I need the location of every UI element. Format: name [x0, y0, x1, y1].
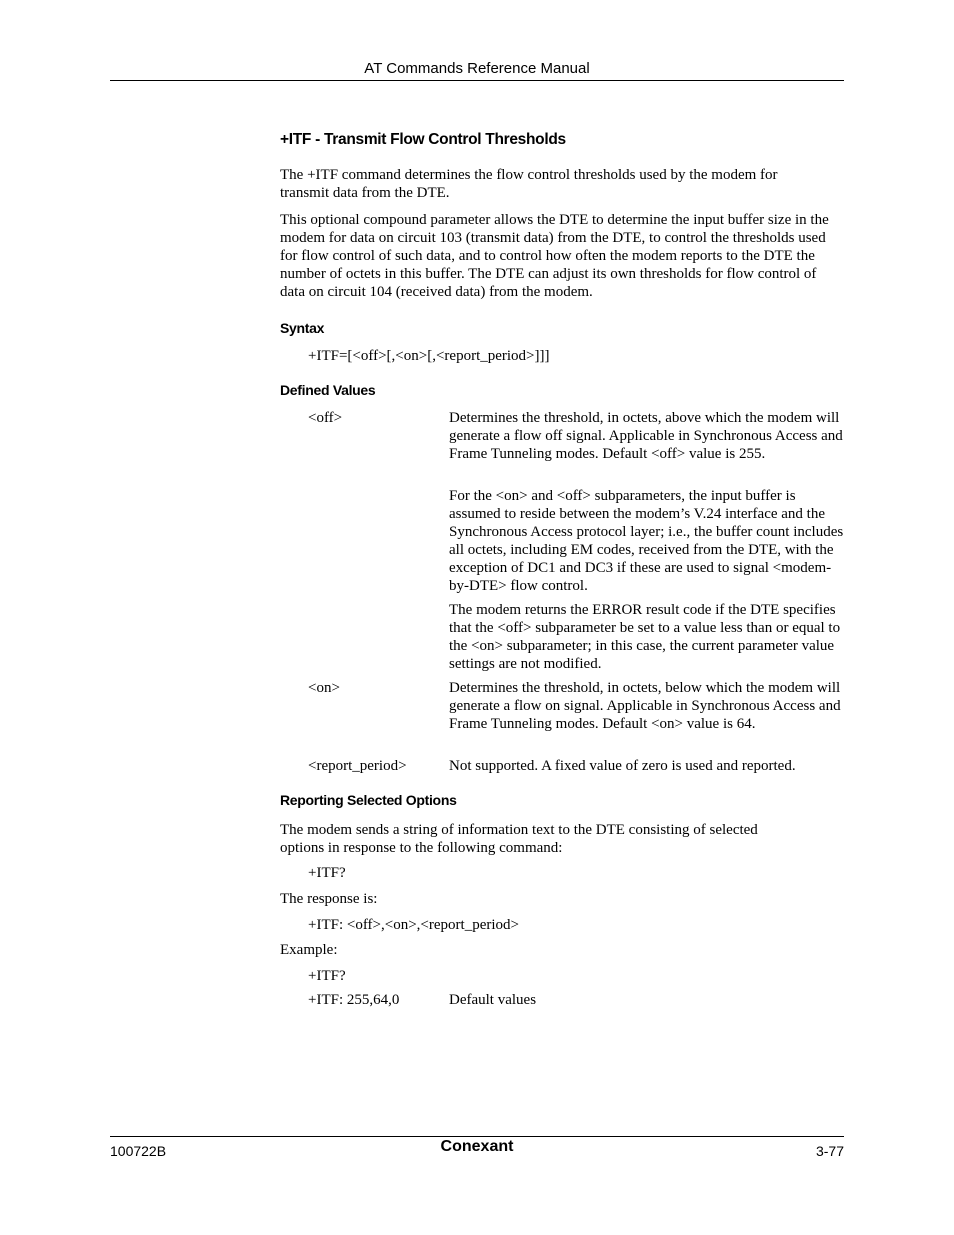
response-format: +ITF: <off>,<on>,<report_period>	[308, 917, 519, 933]
off-definition-note: For the <on> and <off> subparameters, the input buffer is assumed to reside between the modem’s V.24 interface and the Synchronous Access protocol layer; i.e., the buffer count includes all octets, including EM codes, received from the DTE, with the exception of DC1 and DC3 if these are used to signal <modem-by-DTE> flow control.	[449, 488, 844, 594]
response-label: The response is:	[280, 891, 378, 907]
intro-paragraph: The +ITF command determines the flow control thresholds used by the modem for transmit data from the DTE.	[280, 167, 778, 201]
reporting-paragraph: The modem sends a string of information text to the DTE consisting of selected options in response to the following command:	[280, 822, 758, 856]
reporting-heading: Reporting Selected Options	[280, 792, 457, 808]
on-term: <on>	[308, 680, 340, 696]
syntax-command: +ITF=[<off>[,<on>[,<report_period>]]]	[308, 348, 550, 364]
example-label: Example:	[280, 942, 338, 958]
report-period-term: <report_period>	[308, 758, 407, 774]
section-title: +ITF - Transmit Flow Control Thresholds	[280, 131, 566, 148]
report-period-definition: Not supported. A fixed value of zero is used and reported.	[449, 758, 796, 774]
footer-rule	[110, 1136, 844, 1137]
page-number: 3-77	[815, 1143, 844, 1159]
example-query: +ITF?	[308, 968, 346, 984]
off-definition-error: The modem returns the ERROR result code if the DTE specifies that the <off> subparameter be set to a value less than or equal to the <on> subparameter; in this case, the current parameter value settings are not modified.	[449, 602, 841, 672]
query-command: +ITF?	[308, 865, 346, 881]
header-rule	[110, 80, 844, 81]
off-term: <off>	[308, 410, 343, 426]
running-header: AT Commands Reference Manual	[364, 60, 590, 77]
off-definition: Determines the threshold, in octets, above which the modem will generate a flow off signal. Applicable in Synchronous Access and Frame Tunneling modes. Default <off> value is 255.	[449, 410, 843, 462]
syntax-heading: Syntax	[280, 320, 325, 336]
on-definition: Determines the threshold, in octets, below which the modem will generate a flow on signal. Applicable in Synchronous Access and Frame Tunneling modes. Default <on> value is 64.	[449, 680, 841, 732]
company-name: Conexant	[440, 1138, 514, 1155]
defined-values-heading: Defined Values	[280, 382, 376, 398]
description-paragraph: This optional compound parameter allows the DTE to determine the input buffer size in the modem for data on circuit 103 (transmit data) from the DTE, to control the thresholds used for flow control of such data, and to control how often the modem reports to the DTE the number of octets in this buffer. The DTE can adjust its own thresholds for flow control of data on circuit 104 (received data) from the modem.	[280, 212, 829, 300]
example-note: Default values	[449, 992, 537, 1008]
example-response: +ITF: 255,64,0	[308, 992, 400, 1008]
doc-number: 100722B	[110, 1143, 167, 1159]
